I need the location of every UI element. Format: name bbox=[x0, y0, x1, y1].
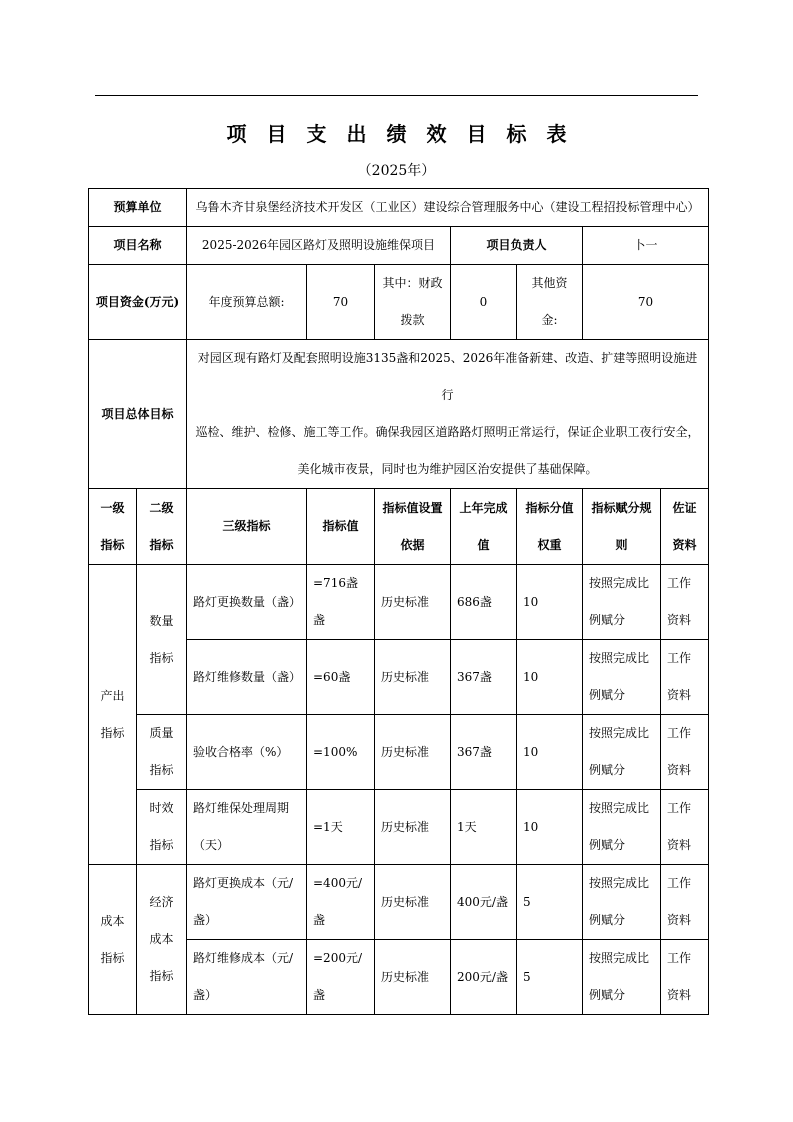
table-row bbox=[89, 865, 709, 940]
indicator-basis: 历史标准 bbox=[375, 565, 451, 640]
group-timeliness: 时效 指标 bbox=[137, 790, 187, 865]
indicator-rule: 按照完成比 例赋分 bbox=[583, 565, 661, 640]
indicator-name: 路灯维保处理周期 （天） bbox=[187, 790, 307, 865]
indicator-evidence: 工作 资料 bbox=[661, 565, 709, 640]
indicator-basis: 历史标准 bbox=[375, 940, 451, 1015]
other-label-line1: 其他资 bbox=[531, 276, 568, 290]
other-label-line2: 金: bbox=[541, 313, 558, 327]
indicator-basis: 历史标准 bbox=[375, 715, 451, 790]
goal-label: 项目总体目标 bbox=[89, 340, 187, 489]
col-level3: 三级指标 bbox=[187, 489, 307, 565]
indicator-last: 1天 bbox=[451, 790, 517, 865]
indicator-weight: 5 bbox=[517, 940, 583, 1015]
other-funds-label bbox=[517, 265, 583, 340]
manager-value: 卜一 bbox=[583, 227, 709, 265]
goal-line: 巡检、维护、检修、施工等工作。确保我园区道路路灯照明正常运行，保证企业职工夜行安全， bbox=[195, 425, 700, 439]
indicator-name: 路灯更换数量（盏） bbox=[187, 565, 307, 640]
table-row bbox=[89, 715, 709, 790]
group-cost: 成本 指标 bbox=[89, 865, 137, 1015]
indicator-rule: 按照完成比 例赋分 bbox=[583, 790, 661, 865]
indicator-value: =200元/ 盏 bbox=[307, 940, 375, 1015]
col-last-year: 上年完成 值 bbox=[451, 489, 517, 565]
fiscal-label-line2: 拨款 bbox=[400, 313, 425, 327]
annual-budget-label: 年度预算总额: bbox=[187, 265, 307, 340]
indicator-rule: 按照完成比 例赋分 bbox=[583, 640, 661, 715]
group-output: 产出 指标 bbox=[89, 565, 137, 865]
col-evidence: 佐证 资料 bbox=[661, 489, 709, 565]
year-label: （2025年） bbox=[357, 163, 436, 179]
indicator-value: =400元/ 盏 bbox=[307, 865, 375, 940]
indicator-weight: 5 bbox=[517, 865, 583, 940]
indicator-last: 400元/盏 bbox=[451, 865, 517, 940]
indicator-name: 路灯维修数量（盏） bbox=[187, 640, 307, 715]
indicator-value: =716盏盏 bbox=[307, 565, 375, 640]
indicator-basis: 历史标准 bbox=[375, 790, 451, 865]
indicator-weight: 10 bbox=[517, 715, 583, 790]
fiscal-label-line1: 其中：财政 bbox=[382, 276, 443, 290]
col-basis: 指标值设置 依据 bbox=[375, 489, 451, 565]
funds-label: 项目资金(万元) bbox=[89, 265, 187, 340]
indicator-name: 路灯维修成本（元/ 盏） bbox=[187, 940, 307, 1015]
indicator-rule: 按照完成比 例赋分 bbox=[583, 865, 661, 940]
project-name-value: 2025-2026年园区路灯及照明设施维保项目 bbox=[187, 227, 451, 265]
fiscal-value: 0 bbox=[451, 265, 517, 340]
indicator-basis: 历史标准 bbox=[375, 865, 451, 940]
indicator-evidence: 工作 资料 bbox=[661, 790, 709, 865]
goal-line: 对园区现有路灯及配套照明设施3135盏和2025、2026年准备新建、改造、扩建等照明设施进行 bbox=[197, 351, 698, 402]
manager-label: 项目负责人 bbox=[451, 227, 583, 265]
table-row bbox=[89, 790, 709, 865]
page-title: 项目支出绩效目标表 bbox=[226, 122, 587, 146]
indicator-basis: 历史标准 bbox=[375, 640, 451, 715]
indicator-evidence: 工作 资料 bbox=[661, 865, 709, 940]
indicator-name: 验收合格率（%） bbox=[187, 715, 307, 790]
indicator-last: 367盏 bbox=[451, 715, 517, 790]
indicator-weight: 10 bbox=[517, 640, 583, 715]
indicator-last: 200元/盏 bbox=[451, 940, 517, 1015]
top-rule bbox=[95, 95, 698, 96]
fiscal-label bbox=[375, 265, 451, 340]
performance-table bbox=[88, 188, 709, 1015]
col-value: 指标值 bbox=[307, 489, 375, 565]
indicator-rule: 按照完成比 例赋分 bbox=[583, 715, 661, 790]
group-economic: 经济 成本 指标 bbox=[137, 865, 187, 1015]
col-scoring: 指标赋分规 则 bbox=[583, 489, 661, 565]
group-quantity: 数量 指标 bbox=[137, 565, 187, 715]
annual-budget-value: 70 bbox=[307, 265, 375, 340]
indicator-value: =1天 bbox=[307, 790, 375, 865]
indicator-weight: 10 bbox=[517, 565, 583, 640]
budget-unit-label: 预算单位 bbox=[89, 189, 187, 227]
budget-unit-value: 乌鲁木齐甘泉堡经济技术开发区（工业区）建设综合管理服务中心（建设工程招投标管理中心） bbox=[187, 189, 709, 227]
project-name-label: 项目名称 bbox=[89, 227, 187, 265]
indicator-evidence: 工作 资料 bbox=[661, 640, 709, 715]
indicator-weight: 10 bbox=[517, 790, 583, 865]
indicator-rule: 按照完成比 例赋分 bbox=[583, 940, 661, 1015]
other-funds-value: 70 bbox=[583, 265, 709, 340]
indicator-evidence: 工作 资料 bbox=[661, 940, 709, 1015]
indicator-last: 367盏 bbox=[451, 640, 517, 715]
col-level1: 一级 指标 bbox=[89, 489, 137, 565]
table-row bbox=[89, 565, 709, 640]
col-weight: 指标分值 权重 bbox=[517, 489, 583, 565]
indicator-evidence: 工作 资料 bbox=[661, 715, 709, 790]
indicator-value: =100% bbox=[307, 715, 375, 790]
col-level2: 二级 指标 bbox=[137, 489, 187, 565]
group-quality: 质量 指标 bbox=[137, 715, 187, 790]
indicator-name: 路灯更换成本（元/ 盏） bbox=[187, 865, 307, 940]
goal-text bbox=[187, 340, 709, 489]
goal-line: 美化城市夜景，同时也为维护园区治安提供了基础保障。 bbox=[297, 462, 598, 476]
indicator-last: 686盏 bbox=[451, 565, 517, 640]
indicator-value: =60盏 bbox=[307, 640, 375, 715]
